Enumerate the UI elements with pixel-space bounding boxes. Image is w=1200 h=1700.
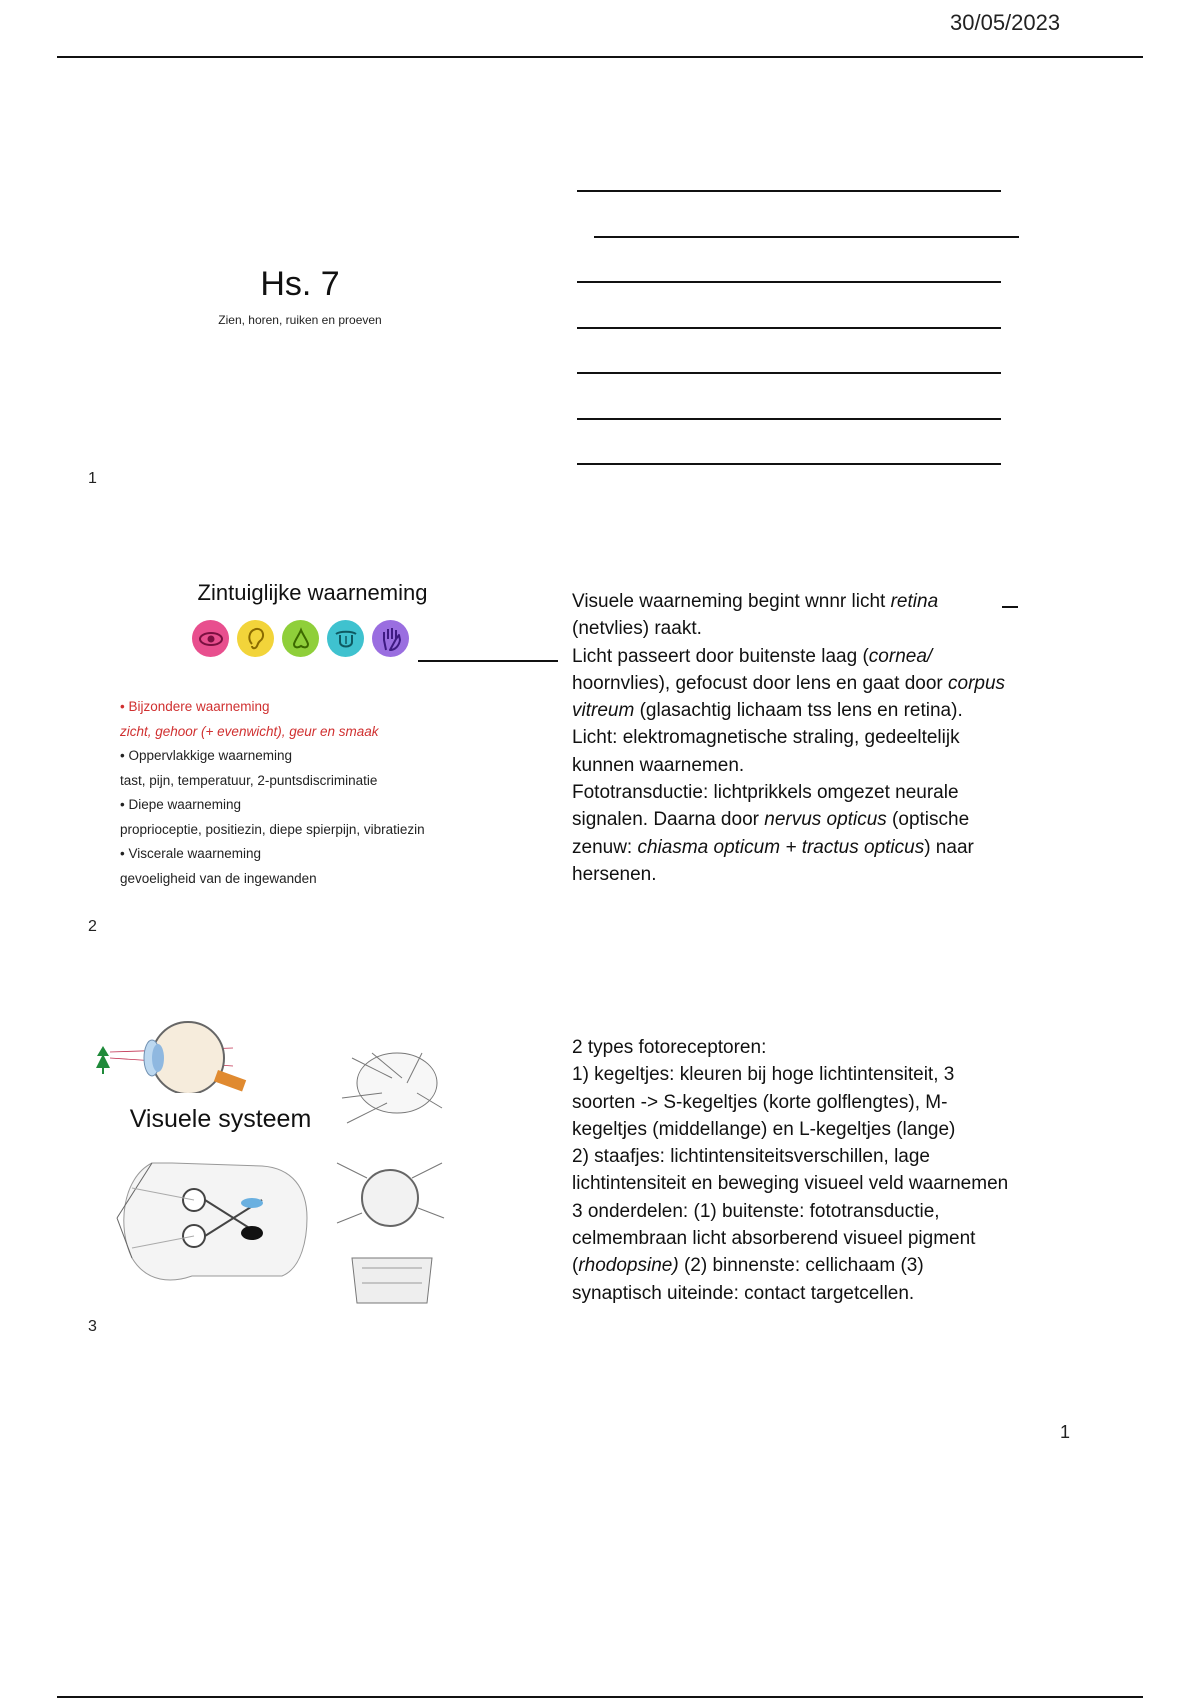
note-line — [577, 190, 1001, 192]
bullet-detail: proprioceptie, positiezin, diepe spierpijn, vibratiezin — [120, 821, 425, 837]
page-number: 1 — [1060, 1422, 1071, 1442]
slide3-title: Visuele systeem — [129, 1105, 312, 1133]
slide2-notes: Visuele waarneming begint wnnr licht retina (netvlies) raakt. Licht passeert door buitenste laag (cornea/ hoornvlies), gefocust door lens en gaat door corpus vitreum (glasachtig lichaam tss lens en retina). Licht: elektromagnetische straling, gedeeltelijk kunnen waarnemen. Fototransductie: lichtprikkels omgezet neurale signalen. Daarna door nervus opticus (optische zenuw: chiasma opticum + tractus opticus) naar hersenen. — [572, 591, 1006, 885]
eye-diagram — [88, 1018, 248, 1093]
footer-rule — [57, 1696, 1143, 1698]
tongue-icon — [327, 620, 364, 657]
bullet-heading: • Viscerale waarneming — [120, 846, 262, 861]
senses-icon-row — [192, 620, 409, 657]
eye-icon — [192, 620, 229, 657]
bullet-heading: • Oppervlakkige waarneming — [120, 748, 293, 763]
note-line — [594, 236, 1019, 238]
slide2-bullet-list — [120, 695, 510, 891]
bullet-detail: gevoeligheid van de ingewanden — [120, 870, 317, 886]
slide3-notes: 2 types fotoreceptoren: 1) kegeltjes: kleuren bij hoge lichtintensiteit, 3 soorten -> S-kegeltjes (korte golflengtes), M-kegeltjes (middellange) en L-kegeltjes (lange) 2) staafjes: lichtintensiteitsverschillen, lage lichtintensiteit en beweging visueel veld waarnemen 3 onderdelen: (1) buitenste: fototransductie, celmembraan licht absorberend visueel pigment (rhodopsine) (2) binnenste: cellichaam (3) synaptisch uiteinde: contact targetcellen. — [572, 1037, 1009, 1304]
slide3-number: 3 — [88, 1318, 97, 1335]
note-line — [577, 418, 1001, 420]
hand-icon — [372, 620, 409, 657]
bullet-detail: zicht, gehoor (+ evenwicht), geur en smaak — [120, 723, 379, 739]
nose-icon — [282, 620, 319, 657]
bullet-heading: • Bijzondere waarneming — [120, 699, 270, 714]
retina-diagram — [332, 1038, 457, 1308]
header-rule — [57, 56, 1143, 58]
print-date: 30/05/2023 — [950, 10, 1061, 35]
slide1-number: 1 — [88, 470, 97, 487]
slide1-subtitle: Zien, horen, ruiken en proeven — [218, 313, 382, 327]
note-line — [577, 372, 1001, 374]
note-line — [577, 463, 1001, 465]
ear-icon — [237, 620, 274, 657]
slide2-number: 2 — [88, 918, 97, 935]
bullet-heading: • Diepe waarneming — [120, 797, 242, 812]
note-line — [577, 327, 1001, 329]
slide1-title: Hs. 7 — [260, 265, 340, 303]
bullet-detail: tast, pijn, temperatuur, 2-puntsdiscriminatie — [120, 772, 378, 788]
note-dash — [1002, 606, 1018, 608]
note-line — [577, 281, 1001, 283]
visual-pathway-diagram — [112, 1158, 312, 1283]
note-line — [418, 660, 558, 662]
slide2-title: Zintuiglijke waarneming — [197, 580, 428, 605]
